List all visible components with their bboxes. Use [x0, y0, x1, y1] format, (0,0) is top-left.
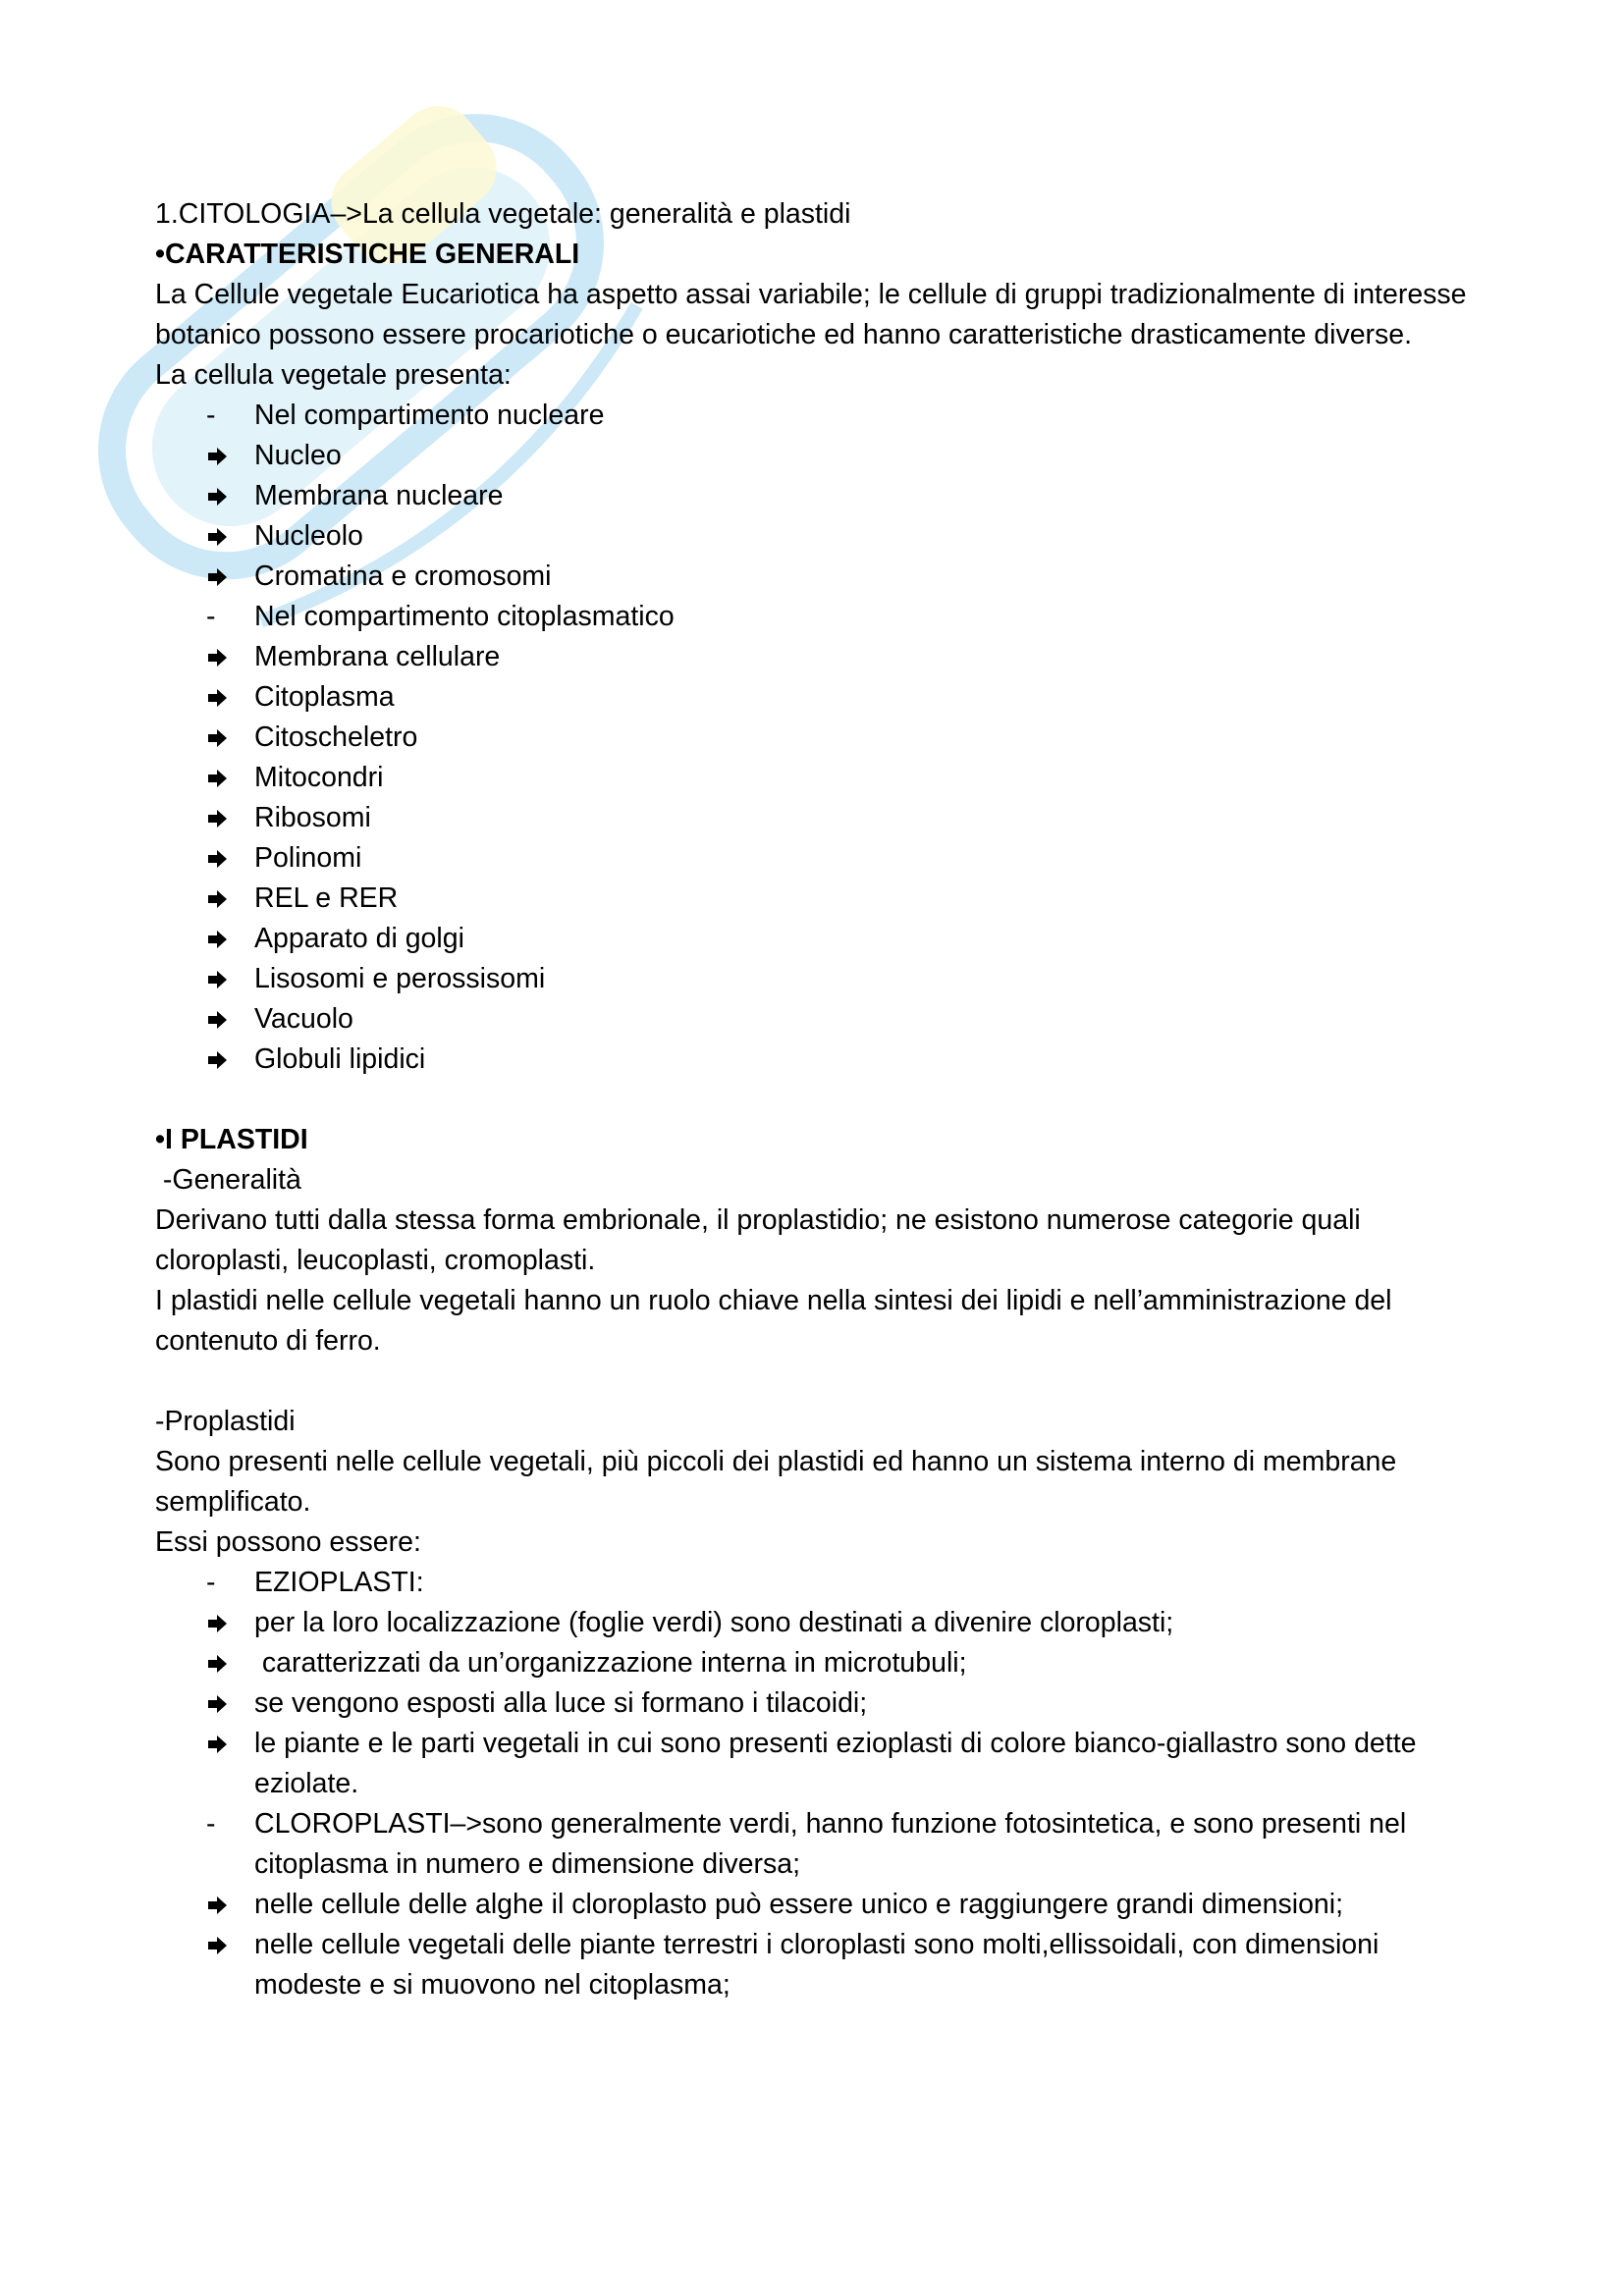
dash-bullet: - [206, 1808, 216, 1840]
list-item-text: Mitocondri [254, 762, 384, 793]
list-item [155, 597, 1490, 637]
list-item-text: REL e RER [254, 882, 399, 914]
list-item [155, 838, 1490, 879]
list-item-text: Lisosomi e perossisomi [254, 963, 546, 994]
list-item [155, 1603, 1490, 1643]
arrow-right-icon [206, 919, 238, 959]
spacer [155, 1362, 1490, 1402]
list-item [155, 798, 1490, 838]
arrow-right-icon [206, 838, 238, 879]
list-item-text: se vengono esposti alla luce si formano i tilacoidi; [254, 1687, 868, 1719]
list-item-text: nelle cellule delle alghe il cloroplasto può essere unico e raggiungere grandi dimensioni; [254, 1889, 1344, 1920]
list-item-text: Citoplasma [254, 681, 395, 713]
list-item [155, 1040, 1490, 1080]
section-title-plastidi: •I PLASTIDI [155, 1124, 308, 1155]
list-item [155, 476, 1490, 516]
section-title-caratteristiche: •CARATTERISTICHE GENERALI [155, 239, 580, 270]
arrow-right-icon [206, 1603, 238, 1643]
list-item-text: Citoscheletro [254, 721, 418, 753]
list-item-text: le piante e le parti vegetali in cui sono presenti ezioplasti di colore bianco-giallastro sono dette eziolate. [254, 1728, 1425, 1799]
section-paragraph: La Cellule vegetale Eucariotica ha aspetto assai variabile; le cellule di gruppi tradizionalmente di interesse botanico possono essere procariotiche o eucariotiche ed hanno caratteristiche drasticamente diverse. [155, 279, 1467, 350]
list-item [155, 879, 1490, 919]
list-item-text: Nel compartimento nucleare [254, 400, 605, 431]
list-item-text: Polinomi [254, 842, 362, 874]
list-item-text: Membrana cellulare [254, 641, 501, 672]
list-item [155, 959, 1490, 999]
dash-bullet: - [206, 400, 216, 431]
arrow-right-icon [206, 999, 238, 1040]
arrow-right-icon [206, 436, 238, 476]
proplastidi-paragraph: Sono presenti nelle cellule vegetali, più piccoli dei plastidi ed hanno un sistema interno di membrane semplificato. [155, 1446, 1397, 1518]
dash-bullet: - [206, 1567, 216, 1598]
list-item [155, 557, 1490, 597]
list-item-text: Cromatina e cromosomi [254, 561, 552, 592]
subheading-generalita: -Generalità [155, 1164, 301, 1196]
list-item-text: Nucleo [254, 440, 342, 471]
list-item [155, 637, 1490, 677]
proplastidi-intro: Essi possono essere: [155, 1526, 421, 1558]
list-item-text: Ribosomi [254, 802, 371, 833]
arrow-right-icon [206, 516, 238, 557]
list-item [155, 1804, 1490, 1885]
plastidi-paragraph-2: I plastidi nelle cellule vegetali hanno un ruolo chiave nella sintesi dei lipidi e nell’amministrazione del contenuto di ferro. [155, 1285, 1392, 1357]
arrow-right-icon [206, 557, 238, 597]
arrow-right-icon [206, 1724, 238, 1764]
arrow-right-icon [206, 476, 238, 516]
list-item-text: Membrana nucleare [254, 480, 504, 511]
list-item [155, 758, 1490, 798]
list-item-text: Globuli lipidici [254, 1043, 426, 1075]
section-intro: La cellula vegetale presenta: [155, 359, 512, 391]
spacer [155, 1080, 1490, 1120]
list-item [155, 516, 1490, 557]
subheading-proplastidi: -Proplastidi [155, 1406, 296, 1437]
list-item-text: EZIOPLASTI: [254, 1567, 424, 1598]
list-item [155, 1643, 1490, 1683]
document-page [155, 194, 1490, 2005]
list-item-text: per la loro localizzazione (foglie verdi) sono destinati a divenire cloroplasti; [254, 1607, 1174, 1638]
arrow-right-icon [206, 798, 238, 838]
list-item-text: caratterizzati da un’organizzazione interna in microtubuli; [254, 1647, 967, 1679]
arrow-right-icon [206, 718, 238, 758]
list-item [155, 436, 1490, 476]
arrow-right-icon [206, 677, 238, 718]
arrow-right-icon [206, 1040, 238, 1080]
list-item [155, 1925, 1490, 2005]
arrow-right-icon [206, 1683, 238, 1724]
arrow-right-icon [206, 1925, 238, 1965]
document-heading: 1.CITOLOGIA–>La cellula vegetale: generalità e plastidi [155, 198, 851, 230]
list-item-text: Nucleolo [254, 520, 363, 552]
dash-bullet: - [206, 601, 216, 632]
list-item-text: Vacuolo [254, 1003, 353, 1035]
list-item [155, 677, 1490, 718]
cell-components-list [155, 396, 1490, 1080]
list-item [155, 919, 1490, 959]
arrow-right-icon [206, 758, 238, 798]
list-item [155, 1724, 1490, 1804]
arrow-right-icon [206, 959, 238, 999]
arrow-right-icon [206, 879, 238, 919]
arrow-right-icon [206, 1643, 238, 1683]
proplastidi-list [155, 1563, 1490, 2005]
arrow-right-icon [206, 637, 238, 677]
list-item [155, 396, 1490, 436]
list-item-text: Apparato di golgi [254, 923, 464, 954]
list-item-text: Nel compartimento citoplasmatico [254, 601, 675, 632]
list-item-text: CLOROPLASTI–>sono generalmente verdi, hanno funzione fotosintetica, e sono presenti nel citoplasma in numero e dimensione diversa; [254, 1808, 1415, 1880]
list-item [155, 999, 1490, 1040]
list-item-text: nelle cellule vegetali delle piante terrestri i cloroplasti sono molti,ellissoidali, con dimensioni modeste e si muovono nel citoplasma; [254, 1929, 1387, 2001]
list-item [155, 1563, 1490, 1603]
list-item [155, 1683, 1490, 1724]
list-item [155, 718, 1490, 758]
arrow-right-icon [206, 1885, 238, 1925]
list-item [155, 1885, 1490, 1925]
plastidi-paragraph-1: Derivano tutti dalla stessa forma embrionale, il proplastidio; ne esistono numerose categorie quali cloroplasti, leucoplasti, cromoplasti. [155, 1204, 1361, 1276]
